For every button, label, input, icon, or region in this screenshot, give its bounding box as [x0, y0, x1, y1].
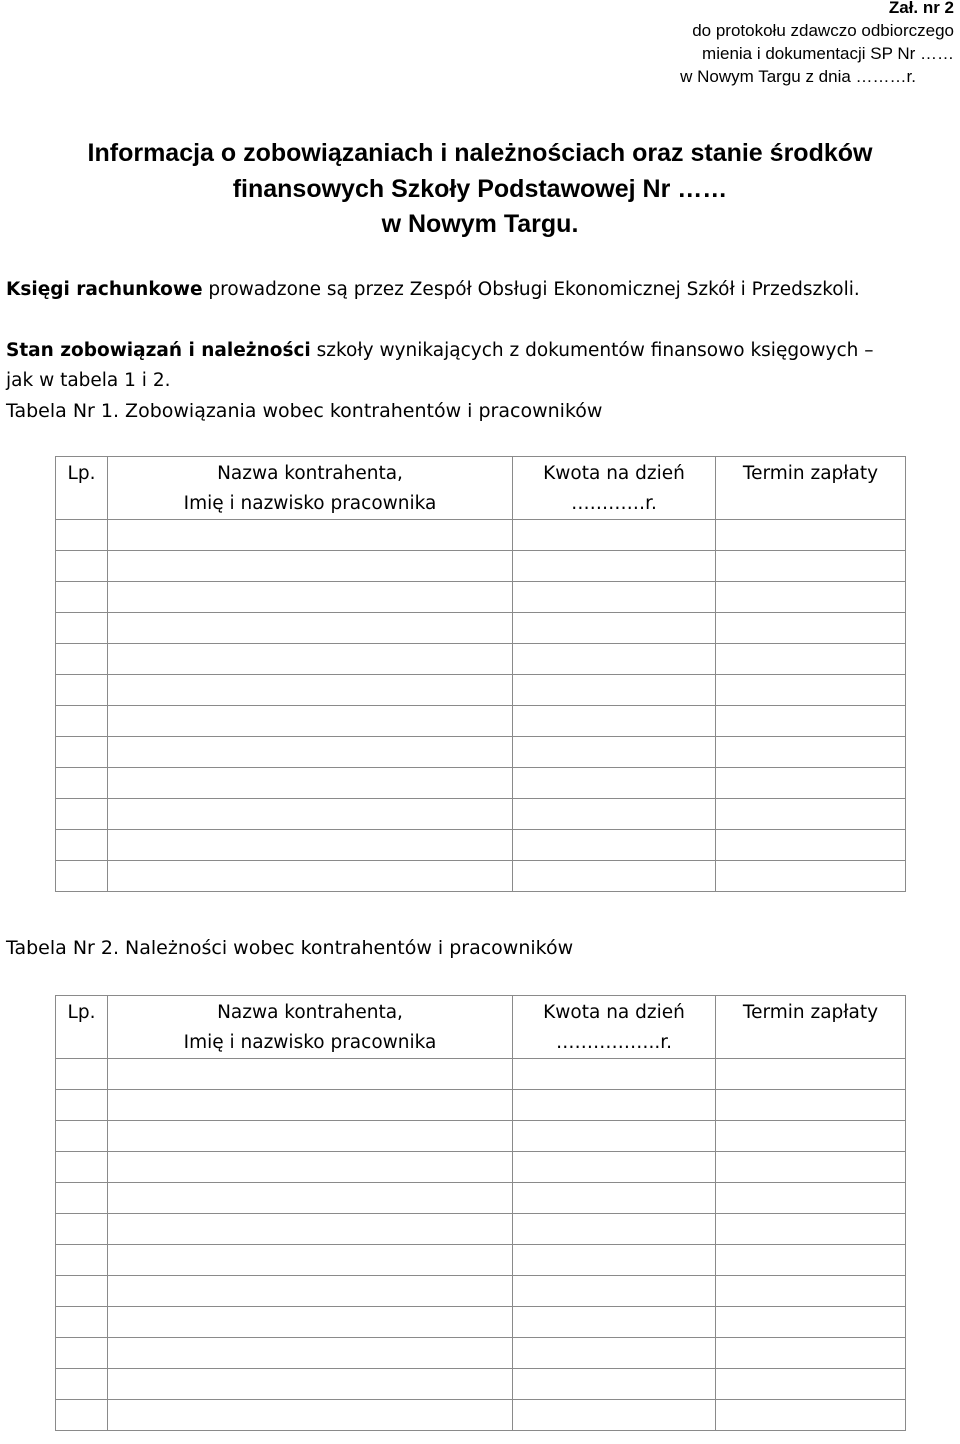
cell-amount[interactable]: [513, 675, 716, 706]
cell-due-date[interactable]: [716, 1214, 906, 1245]
cell-lp[interactable]: [56, 551, 108, 582]
table-row: [56, 1090, 906, 1121]
cell-lp[interactable]: [56, 861, 108, 892]
cell-amount[interactable]: [513, 520, 716, 551]
cell-due-date[interactable]: [716, 520, 906, 551]
cell-name[interactable]: [108, 1059, 513, 1090]
header-due-date: Termin zapłaty: [716, 457, 906, 520]
annex-number: Zał. nr 2: [888, 0, 954, 17]
cell-amount[interactable]: [513, 551, 716, 582]
cell-lp[interactable]: [56, 1369, 108, 1400]
cell-name[interactable]: [108, 1245, 513, 1276]
table-row: [56, 1152, 906, 1183]
cell-name[interactable]: [108, 520, 513, 551]
cell-due-date[interactable]: [716, 1276, 906, 1307]
cell-amount[interactable]: [513, 830, 716, 861]
cell-name[interactable]: [108, 1183, 513, 1214]
header-amount: Kwota na dzień …………r.: [513, 457, 716, 520]
cell-name[interactable]: [108, 1214, 513, 1245]
cell-amount[interactable]: [513, 861, 716, 892]
cell-name[interactable]: [108, 1307, 513, 1338]
cell-lp[interactable]: [56, 1400, 108, 1431]
status-paragraph-line2: jak w tabela 1 i 2.: [6, 370, 171, 391]
annex-description: [680, 19, 954, 88]
header-name: Nazwa kontrahenta, Imię i nazwisko pracownika: [108, 996, 513, 1059]
table-row: [56, 1121, 906, 1152]
table-row: [56, 582, 906, 613]
cell-name[interactable]: [108, 551, 513, 582]
table-row: [56, 1059, 906, 1090]
table-header-row: [56, 996, 906, 1059]
cell-lp[interactable]: [56, 1276, 108, 1307]
cell-lp[interactable]: [56, 613, 108, 644]
cell-lp[interactable]: [56, 1121, 108, 1152]
table-row: [56, 861, 906, 892]
cell-name[interactable]: [108, 1338, 513, 1369]
header-lp: Lp.: [56, 996, 108, 1059]
table-row: [56, 737, 906, 768]
cell-lp[interactable]: [56, 1183, 108, 1214]
cell-name[interactable]: [108, 830, 513, 861]
cell-amount[interactable]: [513, 613, 716, 644]
cell-lp[interactable]: [56, 1245, 108, 1276]
annex-line: w Nowym Targu z dnia ………r.: [680, 67, 916, 86]
cell-due-date[interactable]: [716, 1059, 906, 1090]
cell-amount[interactable]: [513, 1276, 716, 1307]
cell-amount[interactable]: [513, 1338, 716, 1369]
cell-amount[interactable]: [513, 799, 716, 830]
table-row: [56, 706, 906, 737]
cell-due-date[interactable]: [716, 1121, 906, 1152]
table-row: [56, 1369, 906, 1400]
cell-lp[interactable]: [56, 1214, 108, 1245]
title-line: finansowych Szkoły Podstawowej Nr ……: [232, 174, 728, 203]
table-row: [56, 613, 906, 644]
cell-amount[interactable]: [513, 1214, 716, 1245]
cell-due-date[interactable]: [716, 737, 906, 768]
accounting-paragraph: [6, 275, 956, 305]
cell-lp[interactable]: [56, 520, 108, 551]
cell-lp[interactable]: [56, 737, 108, 768]
cell-due-date[interactable]: [716, 1090, 906, 1121]
cell-amount[interactable]: [513, 1183, 716, 1214]
table2-caption: Tabela Nr 2. Należności wobec kontrahentów i pracowników: [6, 937, 574, 959]
status-paragraph-text: szkoły wynikających z dokumentów finansowo księgowych –: [310, 340, 874, 361]
annex-line: mienia i dokumentacji SP Nr ……: [702, 44, 954, 63]
liabilities-table: [55, 456, 906, 892]
cell-amount[interactable]: [513, 644, 716, 675]
cell-due-date[interactable]: [716, 799, 906, 830]
cell-amount[interactable]: [513, 1307, 716, 1338]
document-title: [0, 136, 960, 243]
cell-name[interactable]: [108, 644, 513, 675]
status-paragraph-bold: Stan zobowiązań i należności: [6, 340, 311, 361]
cell-lp[interactable]: [56, 675, 108, 706]
cell-amount[interactable]: [513, 737, 716, 768]
cell-name[interactable]: [108, 799, 513, 830]
table-row: [56, 644, 906, 675]
cell-name[interactable]: [108, 1121, 513, 1152]
table-row: [56, 830, 906, 861]
cell-due-date[interactable]: [716, 644, 906, 675]
cell-due-date[interactable]: [716, 1152, 906, 1183]
cell-lp[interactable]: [56, 644, 108, 675]
table-row: [56, 768, 906, 799]
table-row: [56, 1276, 906, 1307]
cell-amount[interactable]: [513, 1369, 716, 1400]
table-row: [56, 520, 906, 551]
cell-lp[interactable]: [56, 1338, 108, 1369]
cell-name[interactable]: [108, 1276, 513, 1307]
cell-lp[interactable]: [56, 706, 108, 737]
table-body: [56, 1059, 906, 1431]
cell-due-date[interactable]: [716, 1307, 906, 1338]
cell-lp[interactable]: [56, 830, 108, 861]
cell-due-date[interactable]: [716, 551, 906, 582]
cell-due-date[interactable]: [716, 613, 906, 644]
cell-amount[interactable]: [513, 1400, 716, 1431]
table1-caption: Tabela Nr 1. Zobowiązania wobec kontrahentów i pracowników: [6, 400, 603, 422]
table-row: [56, 1183, 906, 1214]
cell-amount[interactable]: [513, 1152, 716, 1183]
cell-due-date[interactable]: [716, 706, 906, 737]
cell-lp[interactable]: [56, 799, 108, 830]
cell-due-date[interactable]: [716, 768, 906, 799]
table-row: [56, 1245, 906, 1276]
title-line: w Nowym Targu.: [381, 210, 579, 238]
cell-name[interactable]: [108, 675, 513, 706]
header-lp: Lp.: [56, 457, 108, 520]
cell-name[interactable]: [108, 1152, 513, 1183]
cell-due-date[interactable]: [716, 1338, 906, 1369]
cell-name[interactable]: [108, 706, 513, 737]
cell-amount[interactable]: [513, 582, 716, 613]
table-header-row: [56, 457, 906, 520]
table-row: [56, 799, 906, 830]
cell-due-date[interactable]: [716, 1400, 906, 1431]
cell-name[interactable]: [108, 582, 513, 613]
table-row: [56, 1338, 906, 1369]
cell-due-date[interactable]: [716, 861, 906, 892]
cell-lp[interactable]: [56, 582, 108, 613]
table-row: [56, 1307, 906, 1338]
cell-lp[interactable]: [56, 768, 108, 799]
cell-due-date[interactable]: [716, 582, 906, 613]
cell-lp[interactable]: [56, 1059, 108, 1090]
cell-name[interactable]: [108, 1090, 513, 1121]
cell-due-date[interactable]: [716, 830, 906, 861]
cell-name[interactable]: [108, 1400, 513, 1431]
accounting-paragraph-text: prowadzone są przez Zespół Obsługi Ekonomicznej Szkół i Przedszkoli.: [202, 279, 860, 300]
cell-lp[interactable]: [56, 1307, 108, 1338]
table-row: [56, 1400, 906, 1431]
header-amount: Kwota na dzień ……………..r.: [513, 996, 716, 1059]
cell-name[interactable]: [108, 613, 513, 644]
accounting-paragraph-bold: Księgi rachunkowe: [6, 279, 203, 300]
title-line: Informacja o zobowiązaniach i należnościach oraz stanie środków: [87, 139, 873, 167]
status-paragraph: [6, 336, 956, 366]
table-row: [56, 1214, 906, 1245]
cell-amount[interactable]: [513, 706, 716, 737]
receivables-table: [55, 995, 906, 1431]
cell-due-date[interactable]: [716, 675, 906, 706]
table-body: [56, 520, 906, 892]
cell-name[interactable]: [108, 737, 513, 768]
cell-name[interactable]: [108, 768, 513, 799]
cell-lp[interactable]: [56, 1152, 108, 1183]
cell-amount[interactable]: [513, 768, 716, 799]
cell-amount[interactable]: [513, 1090, 716, 1121]
cell-due-date[interactable]: [716, 1369, 906, 1400]
cell-lp[interactable]: [56, 1090, 108, 1121]
cell-name[interactable]: [108, 861, 513, 892]
cell-amount[interactable]: [513, 1121, 716, 1152]
header-name: Nazwa kontrahenta, Imię i nazwisko pracownika: [108, 457, 513, 520]
table-row: [56, 675, 906, 706]
cell-due-date[interactable]: [716, 1245, 906, 1276]
cell-name[interactable]: [108, 1369, 513, 1400]
table-row: [56, 551, 906, 582]
header-due-date: Termin zapłaty: [716, 996, 906, 1059]
cell-due-date[interactable]: [716, 1183, 906, 1214]
annex-line: do protokołu zdawczo odbiorczego: [692, 21, 954, 40]
cell-amount[interactable]: [513, 1059, 716, 1090]
cell-amount[interactable]: [513, 1245, 716, 1276]
